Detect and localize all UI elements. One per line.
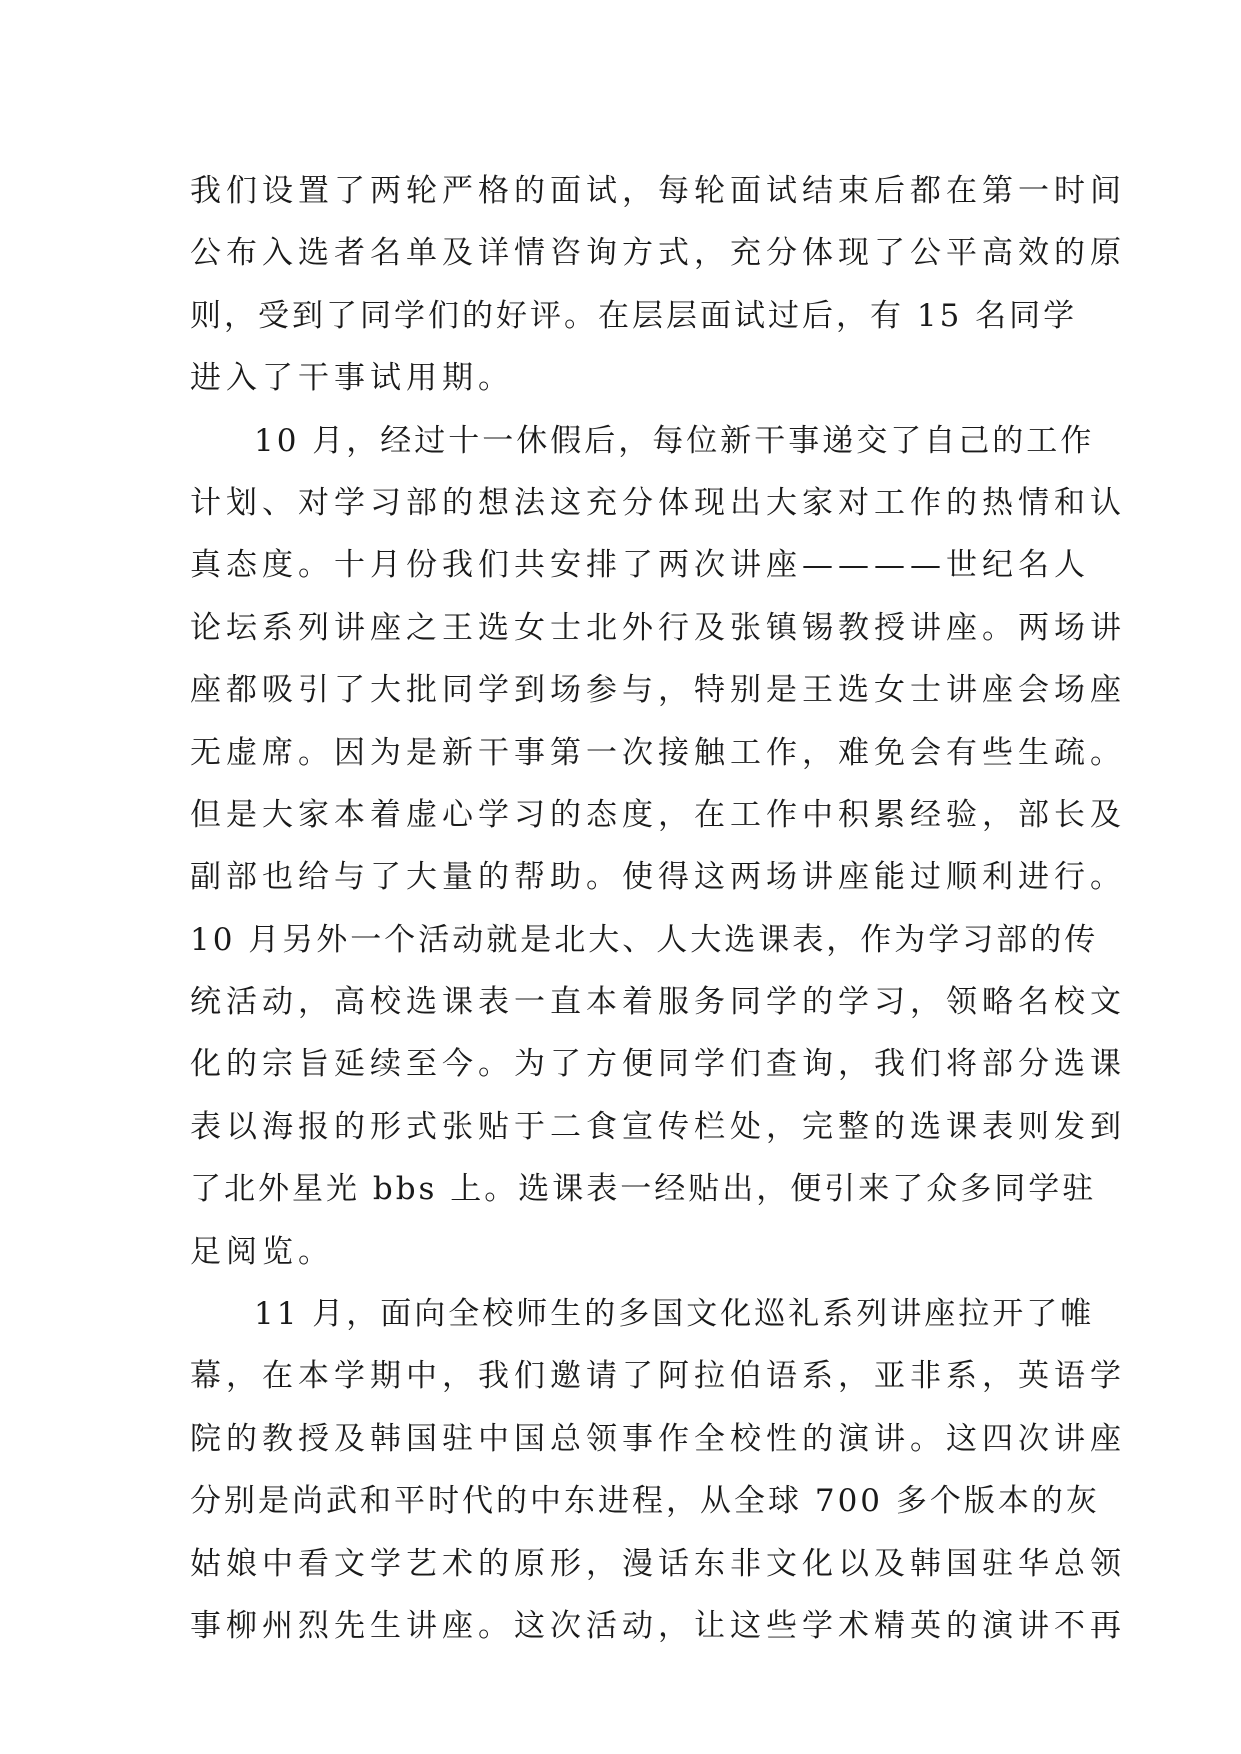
text-line: 计划、对学习部的想法这充分体现出大家对工作的热情和认 [190, 484, 1126, 521]
text-line: 表以海报的形式张贴于二食宣传栏处，完整的选课表则发到 [190, 1108, 1126, 1145]
text-line: 无虚席。因为是新干事第一次接触工作，难免会有些生疏。 [190, 734, 1126, 771]
text-line: 10 月另外一个活动就是北大、人大选课表，作为学习部的传 [190, 921, 1099, 958]
text-line: 幕，在本学期中，我们邀请了阿拉伯语系，亚非系，英语学 [190, 1358, 1126, 1395]
text-line: 事柳州烈先生讲座。这次活动，让这些学术精英的演讲不再 [190, 1607, 1126, 1644]
text-line: 化的宗旨延续至今。为了方便同学们查询，我们将部分选课 [190, 1046, 1126, 1083]
text-line: 副部也给与了大量的帮助。使得这两场讲座能过顺利进行。 [190, 859, 1126, 896]
text-line: 公布入选者名单及详情咨询方式，充分体现了公平高效的原 [190, 235, 1126, 272]
text-line: 了北外星光 bbs 上。选课表一经贴出，便引来了众多同学驻 [190, 1171, 1097, 1208]
text-line: 论坛系列讲座之王选女士北外行及张镇锡教授讲座。两场讲 [190, 609, 1126, 646]
text-line: 姑娘中看文学艺术的原形，漫话东非文化以及韩国驻华总领 [190, 1545, 1126, 1582]
text-line: 但是大家本着虚心学习的态度，在工作中积累经验，部长及 [190, 796, 1126, 833]
paragraph-start-line: 11 月，面向全校师生的多国文化巡礼系列讲座拉开了帷 [254, 1296, 1095, 1333]
text-line: 则，受到了同学们的好评。在层层面试过后，有 15 名同学 [190, 297, 1078, 334]
text-line: 足阅览。 [190, 1233, 334, 1270]
text-line: 分别是尚武和平时代的中东进程，从全球 700 多个版本的灰 [190, 1483, 1100, 1520]
text-line: 座都吸引了大批同学到场参与，特别是王选女士讲座会场座 [190, 672, 1126, 709]
body-text [190, 160, 1126, 1657]
text-line: 我们设置了两轮严格的面试，每轮面试结束后都在第一时间 [190, 173, 1126, 209]
paragraph-start-line: 10 月，经过十一休假后，每位新干事递交了自己的工作 [254, 422, 1095, 459]
text-line: 统活动，高校选课表一直本着服务同学的学习，领略名校文 [190, 984, 1126, 1021]
text-line: 真态度。十月份我们共安排了两次讲座————世纪名人 [190, 547, 1090, 584]
text-line: 院的教授及韩国驻中国总领事作全校性的演讲。这四次讲座 [190, 1420, 1126, 1457]
text-line: 进入了干事试用期。 [190, 360, 514, 397]
